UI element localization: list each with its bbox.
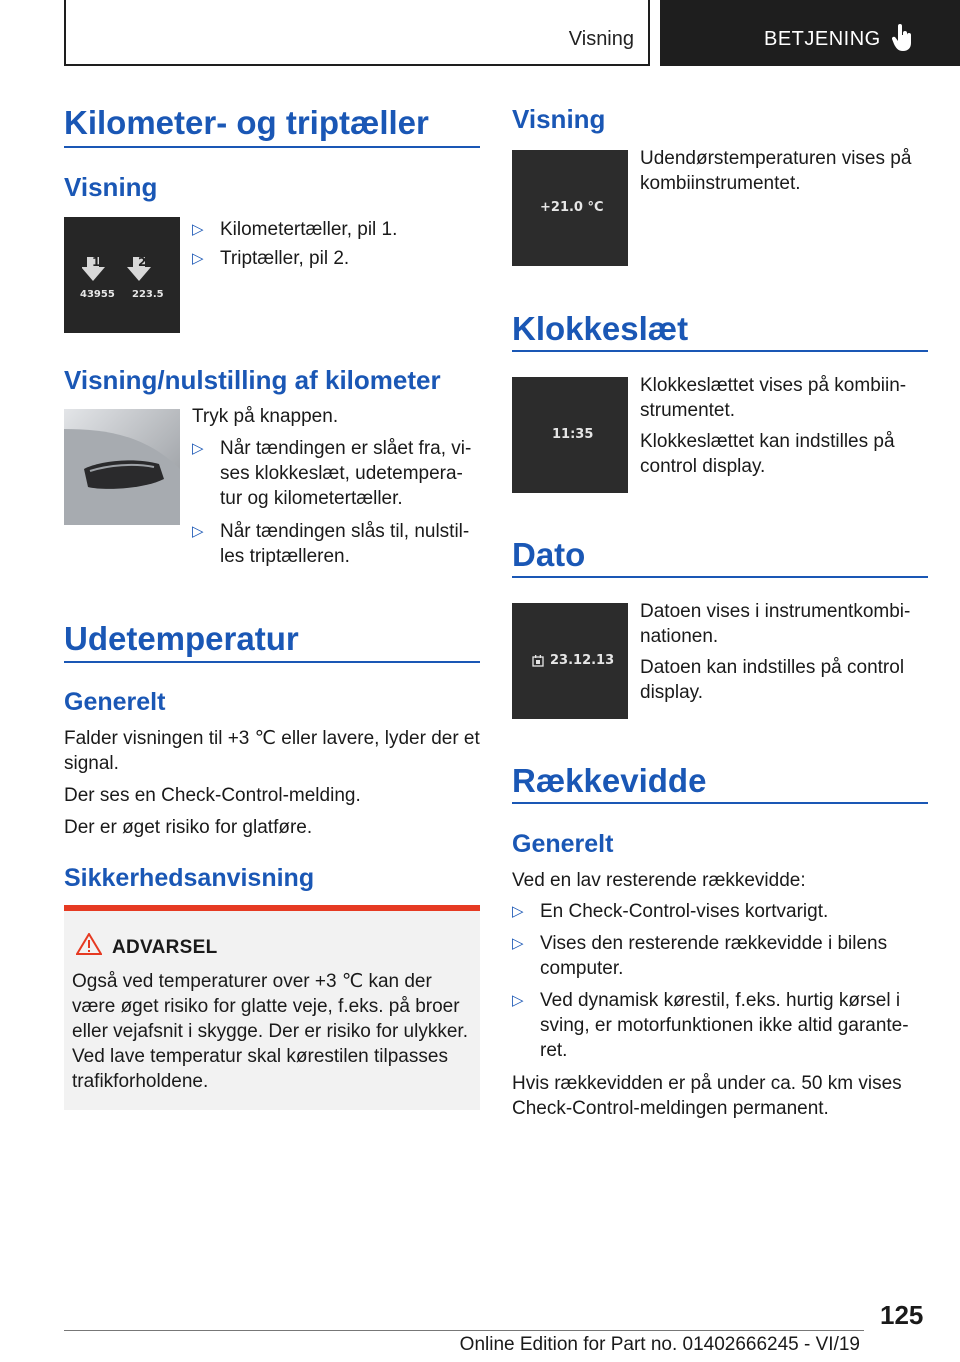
temperature-display-image	[512, 150, 628, 266]
heading-dato: Dato	[512, 536, 586, 573]
warning-text: Også ved temperaturer over +3 ℃ kan der være øget risiko for glatte veje, f.eks. på broer eller vejafsnit i skygge. Der er risiko for ulykker. Ved lave temperatur skal kørestilen tilpasses trafikforholdene.	[72, 971, 468, 1092]
triangle-bullet-icon: ▷	[192, 523, 204, 540]
trip-reset-button-image	[64, 409, 180, 525]
warning-box	[64, 905, 480, 1110]
list-item: ▷ Ved dynamisk kørestil, f.eks. hurtig kørsel i sving, er motorfunktionen ikke altid garante- ret.	[512, 990, 909, 1061]
heading-rule	[64, 661, 480, 663]
header-section-title: Visning	[568, 28, 634, 50]
odometer-total-value: 43955	[80, 289, 115, 300]
temp-paragraph-3: Der er øget risiko for glatføre.	[64, 817, 313, 838]
calendar-icon	[532, 655, 544, 667]
heading-rule	[512, 802, 928, 804]
odometer-trip-value: 223.5	[132, 289, 164, 300]
odometer-arrow-2: 2	[138, 255, 147, 269]
clock-value: 11:35	[552, 427, 594, 442]
header-section-box	[64, 0, 650, 66]
header-chapter-title: BETJENING	[764, 28, 881, 50]
range-intro: Ved en lav resterende rækkevidde:	[512, 870, 806, 891]
triangle-bullet-icon: ▷	[512, 935, 524, 952]
reset-intro: Tryk på knappen.	[192, 406, 339, 427]
page-number: 125	[880, 1300, 924, 1330]
date-paragraph-2: Datoen kan indstilles på control display.	[640, 657, 905, 703]
heading-udetemperatur: Udetemperatur	[64, 620, 299, 657]
date-value: 23.12.13	[550, 653, 615, 668]
warning-title: ADVARSEL	[112, 937, 218, 958]
triangle-bullet-icon: ▷	[512, 903, 524, 920]
heading-klokkeslaet: Klokkeslæt	[512, 310, 689, 347]
warning-triangle-icon	[76, 933, 102, 955]
subheading-visning-right: Visning	[512, 104, 606, 134]
subheading-generelt: Generelt	[64, 688, 166, 716]
temp-paragraph-1: Falder visningen til +3 ℃ eller lavere, lyder der et signal.	[64, 728, 480, 774]
clock-display-image	[512, 377, 628, 493]
temperature-value: +21.0 °C	[540, 200, 604, 215]
list-item: ▷ Vises den resterende rækkevidde i bilens computer.	[512, 933, 888, 979]
clock-paragraph-2: Klokkeslættet kan indstilles på control display.	[640, 431, 895, 477]
clock-paragraph-1: Klokkeslættet vises på kombiin- strumentet.	[640, 375, 907, 421]
temp-paragraph-2: Der ses en Check-Control-melding.	[64, 785, 361, 806]
heading-rule	[512, 576, 928, 578]
list-item: ▷ Triptæller, pil 2.	[192, 248, 350, 269]
date-display-image	[512, 603, 628, 719]
list-item: ▷ Kilometertæller, pil 1.	[192, 219, 398, 240]
triangle-bullet-icon: ▷	[192, 440, 204, 457]
heading-raekkevidde: Rækkevidde	[512, 762, 707, 799]
list-item: ▷ En Check-Control-vises kortvarigt.	[512, 901, 829, 922]
footer-edition: Online Edition for Part no. 01402666245 - VI/19	[459, 1334, 860, 1355]
heading-rule	[512, 350, 928, 352]
triangle-bullet-icon: ▷	[192, 221, 204, 238]
date-paragraph-1: Datoen vises i instrumentkombi- nationen.	[640, 601, 911, 647]
footer-rule	[64, 1330, 864, 1331]
list-item: ▷ Når tændingen er slået fra, vi- ses klokkeslæt, udetempera- tur og kilometertæller.	[192, 438, 472, 509]
hand-pointer-icon	[892, 24, 914, 52]
heading-kilometer: Kilometer- og triptæller	[64, 104, 429, 141]
subheading-visning: Visning	[64, 172, 158, 202]
heading-rule	[64, 146, 480, 148]
triangle-bullet-icon: ▷	[512, 992, 524, 1009]
subheading-reset: Visning/nulstilling af kilometer	[64, 365, 441, 395]
reset-button-icon	[64, 409, 180, 525]
triangle-bullet-icon: ▷	[192, 250, 204, 267]
range-paragraph: Hvis rækkevidden er på under ca. 50 km vises Check-Control-meldingen permanent.	[512, 1073, 902, 1119]
header-chapter-box	[660, 0, 960, 66]
odometer-display-image	[64, 217, 180, 333]
odometer-arrow-1: 1	[92, 255, 101, 269]
list-item: ▷ Når tændingen slås til, nulstil- les triptælleren.	[192, 521, 470, 567]
temp-display-text: Udendørstemperaturen vises på kombiinstrumentet.	[640, 148, 912, 194]
subheading-generelt-right: Generelt	[512, 830, 614, 858]
subheading-safety: Sikkerhedsanvisning	[64, 864, 315, 892]
